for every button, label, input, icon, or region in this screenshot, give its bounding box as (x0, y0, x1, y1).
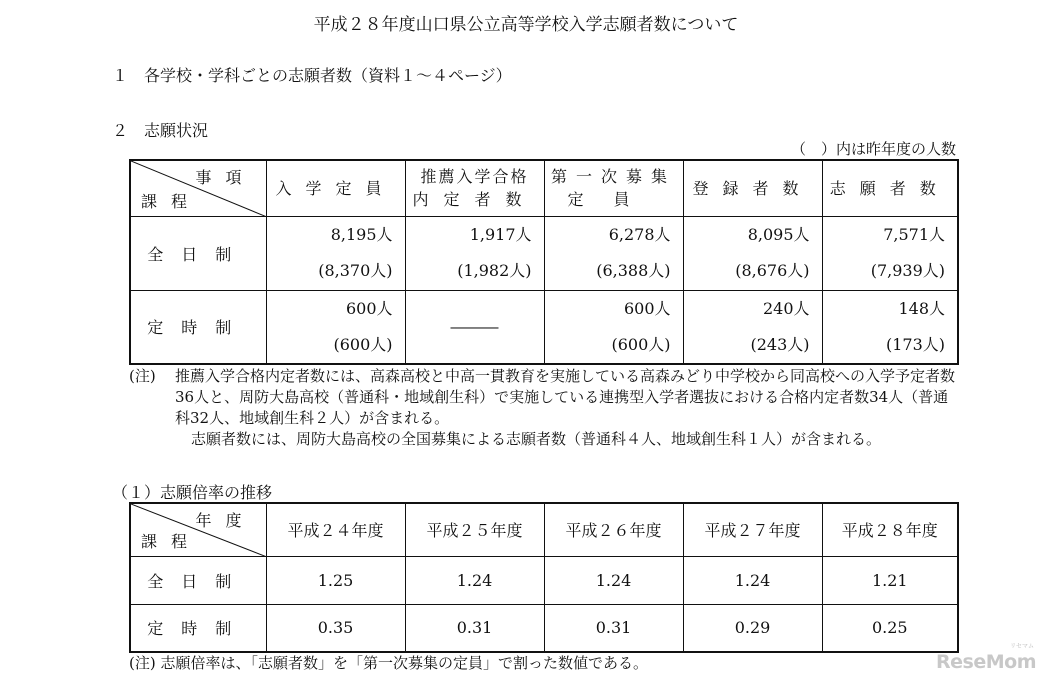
row-label-parttime: 定時制 (130, 290, 266, 364)
note-text-1: 推薦入学合格内定者数には、高森高校と中高一貫教育を実施している高森みどり中学校から同高校への入学予定者数36人と、周防大島高校（普通科・地域創生科）で実施している連携型入学者選抜における合格内定者数34人（普通科32人、地域創生科２人）が含まれる。 (175, 367, 956, 427)
cell-value: 600人 (600人) (544, 290, 683, 364)
logo-text: ReseMom (936, 651, 1036, 673)
cell-value: 1.24 (405, 556, 544, 604)
header-first-recruitment: 第一次募集 定員 (544, 160, 683, 216)
cell-value: 0.25 (822, 604, 958, 652)
table-row (130, 556, 958, 604)
table-row (130, 604, 958, 652)
row-label-parttime: 定時制 (130, 604, 266, 652)
table-row (130, 290, 958, 364)
ratio-note: (注) 志願倍率は、「志願者数」を「第一次募集の定員」で割った数値である。 (129, 654, 648, 672)
header-year: 平成２６年度 (544, 503, 683, 556)
corner-top-label: 年度 (195, 511, 256, 530)
header-year: 平成２４年度 (266, 503, 405, 556)
table-row (130, 216, 958, 290)
corner-bottom-label: 課程 (141, 531, 202, 551)
cell-value: 6,278人 (6,388人) (544, 216, 683, 290)
cell-value: 7,571人 (7,939人) (822, 216, 958, 290)
corner-top-label: 事項 (195, 168, 256, 187)
application-ratio-table (129, 502, 959, 653)
resemom-logo (936, 643, 1036, 673)
header-applicants: 志願者数 (822, 160, 958, 216)
header-year: 平成２７年度 (683, 503, 822, 556)
corner-cell (130, 160, 266, 216)
cell-value: 1.24 (544, 556, 683, 604)
corner-cell (130, 503, 266, 556)
cell-empty-dash: ――― (405, 290, 544, 364)
cell-value: 0.35 (266, 604, 405, 652)
note-item-1 (129, 366, 959, 429)
cell-value: 1.21 (822, 556, 958, 604)
cell-value: 148人 (173人) (822, 290, 958, 364)
cell-value: 8,195人 (8,370人) (266, 216, 405, 290)
cell-value: 1.24 (683, 556, 822, 604)
page-title: 平成２８年度山口県公立高等学校入学志願者数について (313, 15, 739, 35)
cell-value: 1,917人 (1,982人) (405, 216, 544, 290)
cell-value: 1.25 (266, 556, 405, 604)
header-enrollment-quota: 入学定員 (266, 160, 405, 216)
table-header-row (130, 503, 958, 556)
cell-value: 600人 (600人) (266, 290, 405, 364)
row-label-fulltime: 全日制 (130, 556, 266, 604)
table-notes (129, 366, 959, 450)
row-label-fulltime: 全日制 (130, 216, 266, 290)
table-header-row (130, 160, 958, 216)
applicant-status-table (129, 159, 959, 365)
cell-value: 240人 (243人) (683, 290, 822, 364)
header-year: 平成２５年度 (405, 503, 544, 556)
subsection-heading: （１）志願倍率の推移 (112, 483, 273, 502)
header-year: 平成２８年度 (822, 503, 958, 556)
header-registered: 登録者数 (683, 160, 822, 216)
legend-note: （ ）内は昨年度の人数 (790, 140, 956, 158)
note-text-2: 志願者数には、周防大島高校の全国募集による志願者数（普通科４人、地域創生科１人）が含まれる。 (191, 430, 882, 448)
cell-value: 8,095人 (8,676人) (683, 216, 822, 290)
cell-value: 0.31 (544, 604, 683, 652)
header-recommendation: 推薦入学合格 内定者数 (405, 160, 544, 216)
note-mark: (注) (129, 367, 156, 385)
corner-bottom-label: 課程 (141, 191, 202, 211)
cell-value: 0.31 (405, 604, 544, 652)
cell-value: 0.29 (683, 604, 822, 652)
section-heading-1: １ 各学校・学科ごとの志願者数（資料１～４ページ） (112, 66, 512, 85)
logo-subtext: リセマム (1010, 643, 1034, 650)
section-heading-2: ２ 志願状況 (112, 121, 209, 140)
